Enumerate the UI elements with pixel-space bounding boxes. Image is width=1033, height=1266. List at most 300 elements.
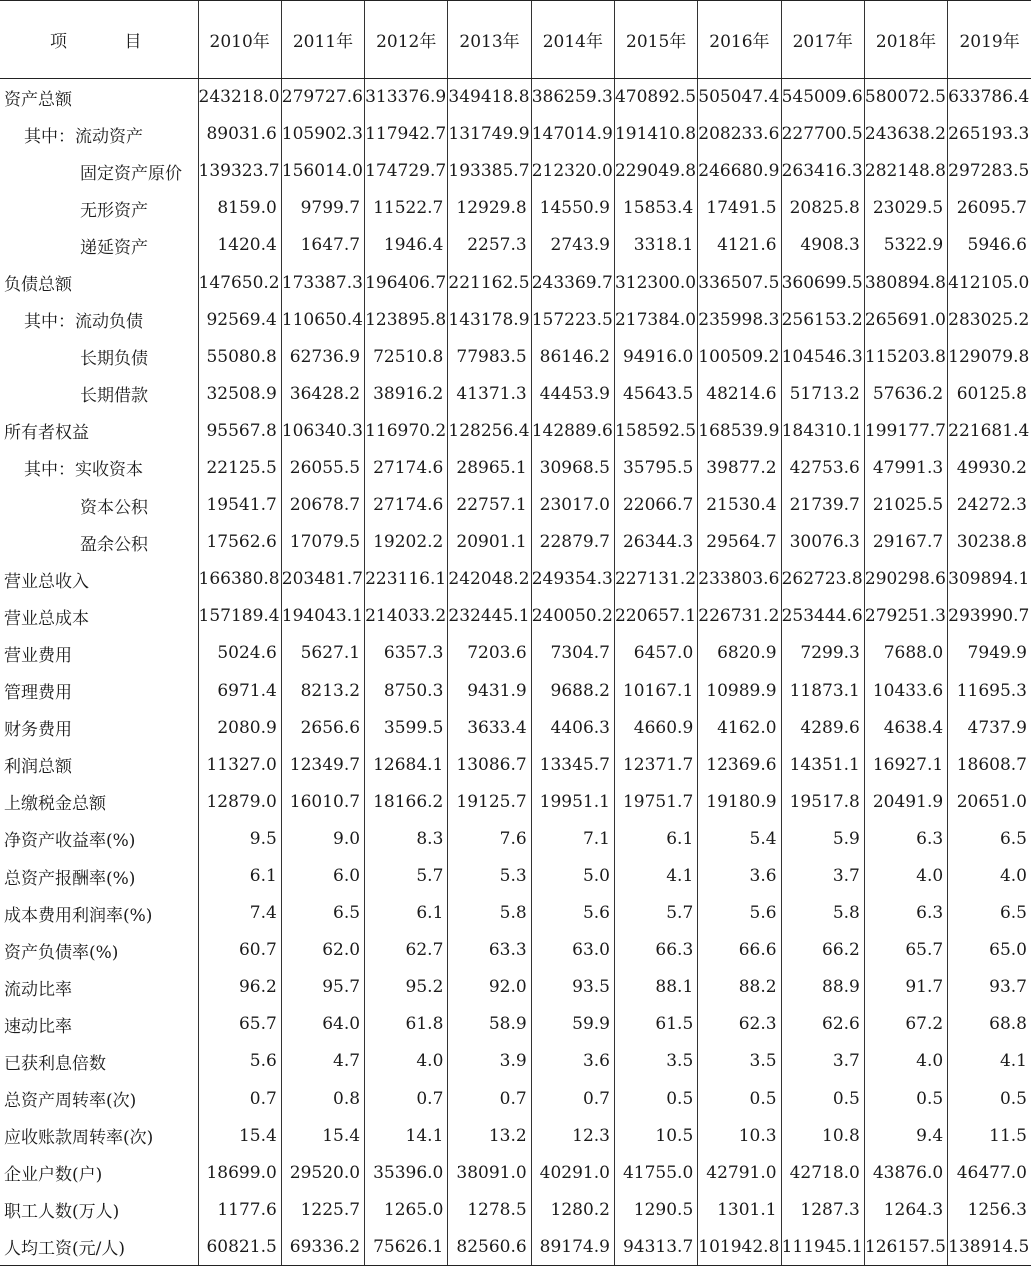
- table-cell: 68.8: [948, 1006, 1031, 1043]
- table-cell: 10.8: [781, 1117, 864, 1154]
- table-cell: 75626.1: [365, 1228, 448, 1265]
- table-cell: 26055.5: [281, 449, 364, 486]
- table-cell: 214033.2: [365, 598, 448, 635]
- table-cell: 2743.9: [531, 227, 614, 264]
- table-header-row: [0, 1, 1031, 79]
- table-cell: 10167.1: [614, 672, 697, 709]
- table-cell: 117942.7: [365, 116, 448, 153]
- table-cell: 143178.9: [448, 301, 531, 338]
- table-cell: 21530.4: [698, 487, 781, 524]
- table-cell: 23017.0: [531, 487, 614, 524]
- table-cell: 1256.3: [948, 1191, 1031, 1228]
- table-cell: 9.4: [864, 1117, 947, 1154]
- row-label: 资产负债率(%): [4, 942, 119, 963]
- table-cell: 4.1: [614, 857, 697, 894]
- row-label: 总资产报酬率(%): [4, 868, 136, 889]
- table-cell: 69336.2: [281, 1228, 364, 1265]
- table-cell: 94916.0: [614, 338, 697, 375]
- table-cell: 243369.7: [531, 264, 614, 301]
- table-cell: 39877.2: [698, 449, 781, 486]
- table-cell: 5627.1: [281, 635, 364, 672]
- table-cell: 360699.5: [781, 264, 864, 301]
- table-cell: 226731.2: [698, 598, 781, 635]
- table-row: [0, 227, 1031, 264]
- table-cell: 4908.3: [781, 227, 864, 264]
- table-cell: 5.0: [531, 857, 614, 894]
- table-cell: 15.4: [198, 1117, 281, 1154]
- row-label: 财务费用: [4, 720, 72, 741]
- table-cell: 29520.0: [281, 1154, 364, 1191]
- table-cell: 12369.6: [698, 746, 781, 783]
- row-label: 其中：流动负债: [24, 312, 143, 333]
- table-cell: 5.8: [448, 895, 531, 932]
- table-cell: 412105.0: [948, 264, 1031, 301]
- table-cell: 4121.6: [698, 227, 781, 264]
- row-label: 无形资产: [80, 200, 148, 221]
- table-cell: 65.7: [864, 932, 947, 969]
- table-cell: 263416.3: [781, 153, 864, 190]
- header-item: 项 目: [0, 1, 198, 79]
- table-cell: 17491.5: [698, 190, 781, 227]
- table-cell: 61.5: [614, 1006, 697, 1043]
- table-row: [0, 1117, 1031, 1154]
- table-cell: 86146.2: [531, 338, 614, 375]
- table-cell: 93.5: [531, 969, 614, 1006]
- table-cell: 147650.2: [198, 264, 281, 301]
- table-cell: 0.7: [448, 1080, 531, 1117]
- row-label: 已获利息倍数: [4, 1053, 106, 1074]
- table-cell: 77983.5: [448, 338, 531, 375]
- table-cell: 7.4: [198, 895, 281, 932]
- table-cell: 142889.6: [531, 412, 614, 449]
- row-label: 其中：实收资本: [24, 460, 143, 481]
- row-label: 成本费用利润率(%): [4, 905, 153, 926]
- table-cell: 279727.6: [281, 79, 364, 116]
- table-cell: 4162.0: [698, 709, 781, 746]
- table-cell: 283025.2: [948, 301, 1031, 338]
- table-cell: 290298.6: [864, 561, 947, 598]
- table-cell: 110650.4: [281, 301, 364, 338]
- table-cell: 191410.8: [614, 116, 697, 153]
- row-label: 长期负债: [80, 349, 148, 370]
- table-cell: 13086.7: [448, 746, 531, 783]
- table-cell: 42718.0: [781, 1154, 864, 1191]
- table-cell: 20651.0: [948, 783, 1031, 820]
- row-label: 资本公积: [80, 497, 148, 518]
- table-cell: 58.9: [448, 1006, 531, 1043]
- table-cell: 65.0: [948, 932, 1031, 969]
- table-cell: 42791.0: [698, 1154, 781, 1191]
- row-label: 营业总成本: [4, 608, 89, 629]
- table-cell: 229049.8: [614, 153, 697, 190]
- table-cell: 23029.5: [864, 190, 947, 227]
- row-label: 速动比率: [4, 1016, 72, 1037]
- table-cell: 1177.6: [198, 1191, 281, 1228]
- table-row: [0, 598, 1031, 635]
- table-cell: 19202.2: [365, 524, 448, 561]
- table-cell: 265691.0: [864, 301, 947, 338]
- table-cell: 199177.7: [864, 412, 947, 449]
- table-cell: 26095.7: [948, 190, 1031, 227]
- table-row: [0, 1006, 1031, 1043]
- table-cell: 246680.9: [698, 153, 781, 190]
- table-cell: 48214.6: [698, 375, 781, 412]
- table-cell: 3318.1: [614, 227, 697, 264]
- table-cell: 129079.8: [948, 338, 1031, 375]
- row-label: 固定资产原价: [80, 163, 182, 184]
- table-cell: 22757.1: [448, 487, 531, 524]
- table-cell: 18699.0: [198, 1154, 281, 1191]
- table-cell: 89031.6: [198, 116, 281, 153]
- table-cell: 60.7: [198, 932, 281, 969]
- header-year: 2010年: [198, 1, 281, 79]
- table-cell: 126157.5: [864, 1228, 947, 1265]
- table-cell: 5.6: [698, 895, 781, 932]
- table-cell: 19180.9: [698, 783, 781, 820]
- table-cell: 6.5: [948, 820, 1031, 857]
- table-cell: 6.3: [864, 820, 947, 857]
- table-cell: 4.1: [948, 1043, 1031, 1080]
- table-cell: 21739.7: [781, 487, 864, 524]
- table-cell: 158592.5: [614, 412, 697, 449]
- table-cell: 1290.5: [614, 1191, 697, 1228]
- table-row: [0, 783, 1031, 820]
- table-cell: 20901.1: [448, 524, 531, 561]
- table-cell: 12684.1: [365, 746, 448, 783]
- table-cell: 633786.4: [948, 79, 1031, 116]
- table-cell: 128256.4: [448, 412, 531, 449]
- table-cell: 6357.3: [365, 635, 448, 672]
- table-cell: 82560.6: [448, 1228, 531, 1265]
- table-cell: 63.0: [531, 932, 614, 969]
- table-cell: 19125.7: [448, 783, 531, 820]
- table-cell: 92.0: [448, 969, 531, 1006]
- table-row: [0, 338, 1031, 375]
- table-cell: 67.2: [864, 1006, 947, 1043]
- table-cell: 221681.4: [948, 412, 1031, 449]
- table-cell: 240050.2: [531, 598, 614, 635]
- table-cell: 0.5: [948, 1080, 1031, 1117]
- table-cell: 293990.7: [948, 598, 1031, 635]
- table-row: [0, 487, 1031, 524]
- table-cell: 35396.0: [365, 1154, 448, 1191]
- table-cell: 57636.2: [864, 375, 947, 412]
- table-cell: 1225.7: [281, 1191, 364, 1228]
- table-cell: 28965.1: [448, 449, 531, 486]
- table-cell: 157223.5: [531, 301, 614, 338]
- table-cell: 380894.8: [864, 264, 947, 301]
- table-row: [0, 635, 1031, 672]
- table-cell: 20491.9: [864, 783, 947, 820]
- table-cell: 7203.6: [448, 635, 531, 672]
- table-cell: 18166.2: [365, 783, 448, 820]
- table-cell: 88.9: [781, 969, 864, 1006]
- table-cell: 45643.5: [614, 375, 697, 412]
- table-cell: 72510.8: [365, 338, 448, 375]
- table-row: [0, 301, 1031, 338]
- table-cell: 13345.7: [531, 746, 614, 783]
- table-cell: 5.6: [531, 895, 614, 932]
- row-label: 职工人数(万人): [4, 1202, 120, 1223]
- header-year: 2015年: [614, 1, 697, 79]
- table-cell: 3.5: [698, 1043, 781, 1080]
- table-cell: 10989.9: [698, 672, 781, 709]
- header-year: 2018年: [864, 1, 947, 79]
- table-cell: 12929.8: [448, 190, 531, 227]
- table-cell: 3.6: [698, 857, 781, 894]
- table-cell: 1647.7: [281, 227, 364, 264]
- table-cell: 157189.4: [198, 598, 281, 635]
- row-label: 递延资产: [80, 237, 148, 258]
- table-cell: 7949.9: [948, 635, 1031, 672]
- table-cell: 93.7: [948, 969, 1031, 1006]
- table-cell: 2080.9: [198, 709, 281, 746]
- table-cell: 66.3: [614, 932, 697, 969]
- table-cell: 147014.9: [531, 116, 614, 153]
- table-cell: 156014.0: [281, 153, 364, 190]
- table-row: [0, 375, 1031, 412]
- table-cell: 5946.6: [948, 227, 1031, 264]
- table-cell: 116970.2: [365, 412, 448, 449]
- table-cell: 26344.3: [614, 524, 697, 561]
- row-label: 流动比率: [4, 979, 72, 1000]
- table-cell: 7.6: [448, 820, 531, 857]
- table-row: [0, 672, 1031, 709]
- table-cell: 32508.9: [198, 375, 281, 412]
- table-cell: 63.3: [448, 932, 531, 969]
- table-cell: 4737.9: [948, 709, 1031, 746]
- table-row: [0, 116, 1031, 153]
- table-cell: 5024.6: [198, 635, 281, 672]
- table-cell: 233803.6: [698, 561, 781, 598]
- table-cell: 62736.9: [281, 338, 364, 375]
- table-cell: 6.5: [948, 895, 1031, 932]
- table-row: [0, 1154, 1031, 1191]
- table-cell: 8750.3: [365, 672, 448, 709]
- table-cell: 0.5: [614, 1080, 697, 1117]
- table-cell: 1264.3: [864, 1191, 947, 1228]
- table-cell: 17562.6: [198, 524, 281, 561]
- table-cell: 12.3: [531, 1117, 614, 1154]
- table-cell: 38916.2: [365, 375, 448, 412]
- table-cell: 4638.4: [864, 709, 947, 746]
- table-cell: 217384.0: [614, 301, 697, 338]
- table-cell: 95.7: [281, 969, 364, 1006]
- row-label: 盈余公积: [80, 534, 148, 555]
- table-cell: 173387.3: [281, 264, 364, 301]
- table-cell: 62.0: [281, 932, 364, 969]
- table-cell: 115203.8: [864, 338, 947, 375]
- table-cell: 62.3: [698, 1006, 781, 1043]
- table-cell: 22125.5: [198, 449, 281, 486]
- table-cell: 11327.0: [198, 746, 281, 783]
- table-cell: 232445.1: [448, 598, 531, 635]
- table-cell: 313376.9: [365, 79, 448, 116]
- header-year: 2011年: [281, 1, 364, 79]
- table-cell: 66.2: [781, 932, 864, 969]
- table-cell: 6820.9: [698, 635, 781, 672]
- table-cell: 100509.2: [698, 338, 781, 375]
- table-row: [0, 709, 1031, 746]
- table-cell: 10.5: [614, 1117, 697, 1154]
- header-year: 2014年: [531, 1, 614, 79]
- table-cell: 3599.5: [365, 709, 448, 746]
- table-cell: 15853.4: [614, 190, 697, 227]
- table-cell: 60821.5: [198, 1228, 281, 1265]
- header-year: 2013年: [448, 1, 531, 79]
- table-cell: 242048.2: [448, 561, 531, 598]
- table-cell: 3633.4: [448, 709, 531, 746]
- table-cell: 349418.8: [448, 79, 531, 116]
- table-cell: 7304.7: [531, 635, 614, 672]
- table-cell: 5.7: [365, 857, 448, 894]
- table-cell: 101942.8: [698, 1228, 781, 1265]
- table-cell: 41371.3: [448, 375, 531, 412]
- table-cell: 49930.2: [948, 449, 1031, 486]
- table-row: [0, 449, 1031, 486]
- table-cell: 46477.0: [948, 1154, 1031, 1191]
- table-cell: 223116.1: [365, 561, 448, 598]
- table-cell: 30076.3: [781, 524, 864, 561]
- table-cell: 17079.5: [281, 524, 364, 561]
- table-cell: 11522.7: [365, 190, 448, 227]
- table-cell: 111945.1: [781, 1228, 864, 1265]
- table-cell: 309894.1: [948, 561, 1031, 598]
- table-cell: 5.9: [781, 820, 864, 857]
- table-cell: 12371.7: [614, 746, 697, 783]
- table-cell: 7.1: [531, 820, 614, 857]
- table-cell: 6.1: [365, 895, 448, 932]
- header-year: 2017年: [781, 1, 864, 79]
- table-cell: 0.7: [531, 1080, 614, 1117]
- table-cell: 4.0: [864, 857, 947, 894]
- table-row: [0, 561, 1031, 598]
- table-cell: 220657.1: [614, 598, 697, 635]
- table-cell: 12349.7: [281, 746, 364, 783]
- table-cell: 27174.6: [365, 449, 448, 486]
- row-label: 长期借款: [80, 386, 148, 407]
- table-cell: 235998.3: [698, 301, 781, 338]
- row-label: 应收账款周转率(次): [4, 1128, 154, 1149]
- table-cell: 3.7: [781, 857, 864, 894]
- table-cell: 88.2: [698, 969, 781, 1006]
- table-cell: 7299.3: [781, 635, 864, 672]
- table-cell: 15.4: [281, 1117, 364, 1154]
- table-cell: 44453.9: [531, 375, 614, 412]
- table-cell: 42753.6: [781, 449, 864, 486]
- row-label: 管理费用: [4, 683, 72, 704]
- table-cell: 30968.5: [531, 449, 614, 486]
- table-cell: 3.7: [781, 1043, 864, 1080]
- table-cell: 41755.0: [614, 1154, 697, 1191]
- table-cell: 18608.7: [948, 746, 1031, 783]
- table-cell: 9688.2: [531, 672, 614, 709]
- table-cell: 24272.3: [948, 487, 1031, 524]
- row-label: 其中：流动资产: [24, 126, 143, 147]
- table-cell: 6.0: [281, 857, 364, 894]
- table-cell: 9431.9: [448, 672, 531, 709]
- table-cell: 3.6: [531, 1043, 614, 1080]
- row-label: 人均工资(元/人): [0, 1228, 198, 1265]
- table-cell: 221162.5: [448, 264, 531, 301]
- table-cell: 5.4: [698, 820, 781, 857]
- row-label: 上缴税金总额: [4, 794, 106, 815]
- table-cell: 89174.9: [531, 1228, 614, 1265]
- table-cell: 22879.7: [531, 524, 614, 561]
- table-cell: 21025.5: [864, 487, 947, 524]
- table-row: [0, 412, 1031, 449]
- table-cell: 123895.8: [365, 301, 448, 338]
- row-label: 利润总额: [4, 757, 72, 778]
- table-row: [0, 1191, 1031, 1228]
- header-year: 2019年: [948, 1, 1031, 79]
- table-cell: 29167.7: [864, 524, 947, 561]
- table-row: [0, 820, 1031, 857]
- table-cell: 88.1: [614, 969, 697, 1006]
- row-label: 总资产周转率(次): [4, 1091, 137, 1112]
- table-cell: 1420.4: [198, 227, 281, 264]
- table-cell: 262723.8: [781, 561, 864, 598]
- table-row: [0, 1228, 1031, 1265]
- table-cell: 6.5: [281, 895, 364, 932]
- table-cell: 94313.7: [614, 1228, 697, 1265]
- table-cell: 35795.5: [614, 449, 697, 486]
- row-label: 企业户数(户): [4, 1165, 103, 1186]
- table-cell: 60125.8: [948, 375, 1031, 412]
- table-cell: 105902.3: [281, 116, 364, 153]
- table-cell: 51713.2: [781, 375, 864, 412]
- table-cell: 20678.7: [281, 487, 364, 524]
- table-cell: 9.5: [198, 820, 281, 857]
- table-cell: 1280.2: [531, 1191, 614, 1228]
- table-cell: 10.3: [698, 1117, 781, 1154]
- table-cell: 12879.0: [198, 783, 281, 820]
- table-cell: 65.7: [198, 1006, 281, 1043]
- table-cell: 6.1: [198, 857, 281, 894]
- table-row: [0, 264, 1031, 301]
- table-cell: 30238.8: [948, 524, 1031, 561]
- table-row: [0, 932, 1031, 969]
- table-cell: 92569.4: [198, 301, 281, 338]
- table-cell: 4.0: [864, 1043, 947, 1080]
- table-cell: 297283.5: [948, 153, 1031, 190]
- table-cell: 1301.1: [698, 1191, 781, 1228]
- row-label: 净资产收益率(%): [4, 831, 136, 852]
- table-cell: 193385.7: [448, 153, 531, 190]
- table-row: [0, 969, 1031, 1006]
- table-cell: 0.7: [198, 1080, 281, 1117]
- table-cell: 55080.8: [198, 338, 281, 375]
- table-cell: 1946.4: [365, 227, 448, 264]
- table-cell: 0.7: [365, 1080, 448, 1117]
- table-cell: 14351.1: [781, 746, 864, 783]
- table-cell: 95567.8: [198, 412, 281, 449]
- table-row: [0, 153, 1031, 190]
- table-row: [0, 857, 1031, 894]
- table-cell: 104546.3: [781, 338, 864, 375]
- table-cell: 184310.1: [781, 412, 864, 449]
- table-cell: 5322.9: [864, 227, 947, 264]
- row-label: 资产总额: [4, 89, 72, 110]
- table-cell: 139323.7: [198, 153, 281, 190]
- table-cell: 6457.0: [614, 635, 697, 672]
- table-cell: 106340.3: [281, 412, 364, 449]
- table-cell: 3.5: [614, 1043, 697, 1080]
- table-cell: 40291.0: [531, 1154, 614, 1191]
- table-cell: 61.8: [365, 1006, 448, 1043]
- table-cell: 253444.6: [781, 598, 864, 635]
- table-cell: 38091.0: [448, 1154, 531, 1191]
